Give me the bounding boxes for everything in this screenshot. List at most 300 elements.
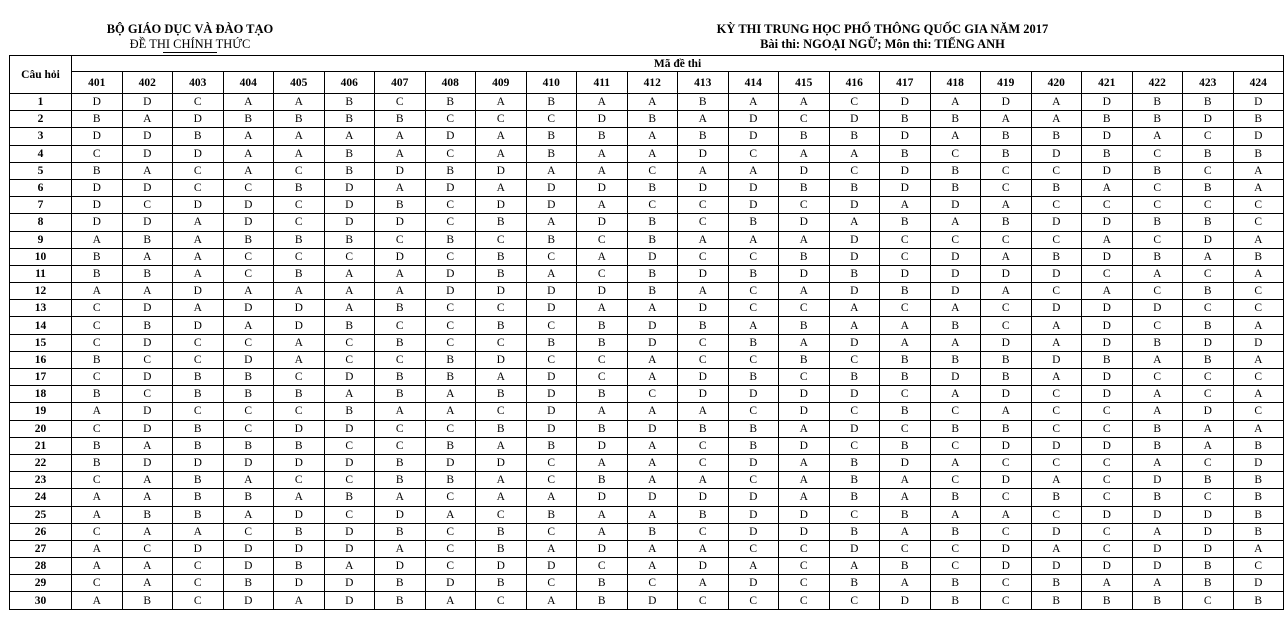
answer-cell: D (779, 523, 830, 540)
answer-cell: C (577, 231, 628, 248)
answer-cell: D (880, 162, 931, 179)
answer-cell: D (577, 111, 628, 128)
answer-cell: B (375, 472, 426, 489)
answer-cell: D (324, 369, 375, 386)
question-number: 6 (10, 179, 72, 196)
answer-cell: B (1132, 437, 1183, 454)
answer-cell: D (728, 111, 779, 128)
answer-cell: C (526, 523, 577, 540)
answer-cell: B (930, 179, 981, 196)
answer-cell: A (375, 283, 426, 300)
answer-cell: C (678, 197, 729, 214)
answer-cell: D (1082, 506, 1133, 523)
answer-cell: B (526, 128, 577, 145)
answer-cell: C (425, 111, 476, 128)
answer-cell: B (526, 506, 577, 523)
answer-cell: D (1183, 506, 1234, 523)
answer-cell: C (1031, 403, 1082, 420)
answer-cell: D (678, 369, 729, 386)
answer-cell: A (627, 454, 678, 471)
answer-cell: A (476, 94, 527, 111)
answer-cell: D (1082, 558, 1133, 575)
answer-cell: A (1031, 111, 1082, 128)
answer-cell: D (728, 128, 779, 145)
answer-cell: A (930, 386, 981, 403)
answer-cell: C (476, 111, 527, 128)
answer-cell: B (324, 317, 375, 334)
answer-cell: D (122, 128, 173, 145)
answer-cell: C (829, 437, 880, 454)
answer-cell: D (930, 265, 981, 282)
answer-cell: B (1183, 351, 1234, 368)
answer-cell: A (223, 128, 274, 145)
answer-cell: D (1031, 300, 1082, 317)
answer-cell: C (779, 369, 830, 386)
answer-cell: D (728, 575, 779, 592)
answer-cell: C (425, 214, 476, 231)
answer-cell: C (223, 420, 274, 437)
answer-cell: D (173, 145, 224, 162)
answer-cell: A (829, 145, 880, 162)
answer-cell: D (526, 197, 577, 214)
answer-cell: C (274, 403, 325, 420)
answer-cell: C (1233, 214, 1284, 231)
answer-cell: B (1031, 575, 1082, 592)
answer-cell: D (1082, 437, 1133, 454)
answer-cell: C (1031, 386, 1082, 403)
answer-cell: C (1183, 197, 1234, 214)
answer-cell: B (779, 248, 830, 265)
answer-cell: C (728, 145, 779, 162)
answer-cell: D (122, 179, 173, 196)
answer-cell: D (425, 575, 476, 592)
answer-cell: A (425, 403, 476, 420)
answer-cell: B (779, 351, 830, 368)
answer-cell: A (122, 472, 173, 489)
answer-cell: A (577, 197, 628, 214)
answer-cell: A (324, 265, 375, 282)
table-row (10, 420, 1284, 437)
answer-cell: B (1132, 592, 1183, 609)
answer-cell: C (880, 300, 931, 317)
answer-cell: C (981, 231, 1032, 248)
question-number: 20 (10, 420, 72, 437)
table-row (10, 454, 1284, 471)
answer-cell: A (627, 128, 678, 145)
answer-cell: C (1031, 283, 1082, 300)
answer-cell: D (577, 489, 628, 506)
answer-cell: C (425, 145, 476, 162)
exam-code-412: 412 (627, 72, 678, 94)
answer-cell: C (122, 386, 173, 403)
answer-cell: D (122, 334, 173, 351)
answer-cell: C (1132, 231, 1183, 248)
answer-cell: C (223, 334, 274, 351)
answer-cell: D (779, 214, 830, 231)
answer-cell: A (476, 128, 527, 145)
answer-cell: A (627, 506, 678, 523)
answer-cell: D (1082, 317, 1133, 334)
answer-cell: B (324, 489, 375, 506)
answer-cell: D (526, 403, 577, 420)
answer-cell: C (880, 231, 931, 248)
answer-cell: A (1132, 575, 1183, 592)
answer-cell: B (728, 214, 779, 231)
answer-cell: D (223, 300, 274, 317)
answer-cell: B (324, 162, 375, 179)
answer-cell: B (981, 128, 1032, 145)
answer-cell: B (425, 94, 476, 111)
answer-cell: D (981, 437, 1032, 454)
answer-cell: A (779, 94, 830, 111)
answer-cell: C (981, 300, 1032, 317)
answer-cell: C (274, 248, 325, 265)
answer-cell: C (981, 575, 1032, 592)
answer-cell: A (1031, 369, 1082, 386)
answer-cell: B (476, 265, 527, 282)
answer-cell: D (981, 94, 1032, 111)
answer-cell: B (1233, 523, 1284, 540)
answer-cell: D (1233, 128, 1284, 145)
answer-cell: A (678, 283, 729, 300)
answer-cell: B (627, 523, 678, 540)
answer-cell: B (577, 472, 628, 489)
answer-cell: B (375, 454, 426, 471)
answer-cell: C (981, 162, 1032, 179)
answer-cell: D (930, 248, 981, 265)
answer-cell: B (930, 162, 981, 179)
answer-cell: A (880, 489, 931, 506)
answer-cell: B (1183, 214, 1234, 231)
answer-cell: A (122, 489, 173, 506)
answer-cell: B (72, 351, 123, 368)
answer-cell: B (375, 300, 426, 317)
exam-code-header: Mã đề thi (72, 56, 1284, 72)
answer-cell: B (981, 214, 1032, 231)
answer-cell: C (526, 351, 577, 368)
answer-cell: D (829, 111, 880, 128)
answer-cell: C (678, 454, 729, 471)
answer-cell: C (1233, 369, 1284, 386)
answer-cell: B (1132, 248, 1183, 265)
answer-cell: B (1183, 145, 1234, 162)
answer-cell: A (678, 472, 729, 489)
answer-cell: D (627, 334, 678, 351)
answer-cell: A (678, 403, 729, 420)
exam-code-410: 410 (526, 72, 577, 94)
answer-cell: B (1132, 94, 1183, 111)
answer-cell: B (779, 128, 830, 145)
answer-cell: D (981, 558, 1032, 575)
answer-cell: D (678, 386, 729, 403)
answer-cell: A (1031, 94, 1082, 111)
answer-cell: B (1233, 145, 1284, 162)
answer-cell: B (173, 420, 224, 437)
answer-cell: C (678, 592, 729, 609)
question-number: 14 (10, 317, 72, 334)
answer-cell: B (122, 592, 173, 609)
exam-code-414: 414 (728, 72, 779, 94)
answer-cell: B (72, 111, 123, 128)
answer-cell: C (324, 437, 375, 454)
answer-cell: B (274, 231, 325, 248)
answer-cell: A (627, 540, 678, 557)
answer-cell: A (930, 454, 981, 471)
answer-cell: D (173, 454, 224, 471)
answer-cell: A (72, 540, 123, 557)
answer-cell: A (1233, 231, 1284, 248)
answer-cell: C (930, 540, 981, 557)
answer-cell: B (728, 369, 779, 386)
answer-cell: C (1132, 197, 1183, 214)
answer-cell: A (476, 145, 527, 162)
answer-cell: C (274, 162, 325, 179)
answer-cell: B (1233, 472, 1284, 489)
answer-cell: B (526, 437, 577, 454)
answer-cell: D (728, 489, 779, 506)
answer-cell: B (375, 523, 426, 540)
answer-cell: D (981, 265, 1032, 282)
answer-cell: A (627, 437, 678, 454)
answer-cell: B (930, 351, 981, 368)
answer-cell: B (526, 231, 577, 248)
answer-cell: B (728, 420, 779, 437)
answer-cell: C (1183, 592, 1234, 609)
answer-cell: A (324, 558, 375, 575)
answer-cell: B (829, 179, 880, 196)
answer-cell: A (627, 403, 678, 420)
answer-cell: D (1082, 386, 1133, 403)
answer-cell: A (1132, 454, 1183, 471)
answer-cell: A (627, 472, 678, 489)
exam-code-403: 403 (173, 72, 224, 94)
answer-cell: A (173, 300, 224, 317)
answer-cell: A (728, 231, 779, 248)
answer-cell: C (375, 94, 426, 111)
answer-cell: D (829, 540, 880, 557)
answer-cell: B (375, 197, 426, 214)
answer-cell: A (779, 231, 830, 248)
answer-cell: C (1082, 523, 1133, 540)
exam-code-413: 413 (678, 72, 729, 94)
answer-cell: A (1132, 386, 1183, 403)
table-row (10, 231, 1284, 248)
answer-cell: D (375, 506, 426, 523)
answer-cell: A (375, 403, 426, 420)
answer-cell: B (577, 575, 628, 592)
answer-cell: A (627, 351, 678, 368)
answer-cell: D (1183, 523, 1234, 540)
answer-cell: A (779, 283, 830, 300)
answer-cell: C (72, 472, 123, 489)
answer-cell: A (375, 540, 426, 557)
answer-cell: B (930, 420, 981, 437)
answer-cell: A (375, 489, 426, 506)
answer-cell: D (779, 265, 830, 282)
answer-cell: B (678, 128, 729, 145)
answer-cell: B (577, 334, 628, 351)
answer-cell: D (678, 179, 729, 196)
question-number: 3 (10, 128, 72, 145)
answer-cell: D (526, 369, 577, 386)
answer-cell: D (678, 300, 729, 317)
answer-cell: D (1233, 454, 1284, 471)
answer-cell: D (880, 265, 931, 282)
answer-cell: B (627, 283, 678, 300)
answer-cell: C (779, 592, 830, 609)
answer-cell: B (930, 111, 981, 128)
table-row (10, 145, 1284, 162)
answer-cell: B (72, 386, 123, 403)
question-number: 7 (10, 197, 72, 214)
answer-cell: C (425, 540, 476, 557)
answer-cell: A (375, 145, 426, 162)
answer-cell: C (173, 592, 224, 609)
answer-cell: D (476, 558, 527, 575)
answer-cell: A (1031, 334, 1082, 351)
answer-cell: C (981, 179, 1032, 196)
answer-cell: C (779, 558, 830, 575)
answer-cell: D (173, 283, 224, 300)
answer-cell: A (72, 558, 123, 575)
answer-cell: A (223, 506, 274, 523)
table-row (10, 437, 1284, 454)
answer-cell: D (1132, 540, 1183, 557)
answer-cell: B (627, 265, 678, 282)
answer-cell: D (1082, 369, 1133, 386)
answer-cell: B (476, 420, 527, 437)
answer-cell: D (779, 437, 830, 454)
answer-cell: B (880, 214, 931, 231)
exam-header (700, 22, 1065, 52)
answer-cell: C (375, 437, 426, 454)
answer-cell: C (324, 472, 375, 489)
answer-cell: D (627, 420, 678, 437)
answer-cell: C (829, 351, 880, 368)
table-row (10, 94, 1284, 111)
answer-cell: C (627, 386, 678, 403)
answer-cell: D (1132, 506, 1183, 523)
answer-cell: A (1183, 420, 1234, 437)
answer-cell: C (425, 489, 476, 506)
answer-cell: D (1082, 248, 1133, 265)
exam-code-405: 405 (274, 72, 325, 94)
answer-cell: B (880, 369, 931, 386)
answer-cell: A (72, 403, 123, 420)
answer-cell: C (728, 283, 779, 300)
answer-cell: C (1082, 489, 1133, 506)
answer-cell: B (981, 369, 1032, 386)
answer-cell: D (577, 437, 628, 454)
answer-cell: A (678, 540, 729, 557)
answer-cell: C (1183, 300, 1234, 317)
answer-cell: B (1183, 317, 1234, 334)
answer-cell: D (728, 506, 779, 523)
answer-cell: D (324, 540, 375, 557)
answer-cell: A (930, 506, 981, 523)
question-number: 23 (10, 472, 72, 489)
table-row (10, 386, 1284, 403)
exam-code-421: 421 (1082, 72, 1133, 94)
answer-cell: C (526, 111, 577, 128)
answer-cell: B (981, 351, 1032, 368)
answer-cell: B (173, 386, 224, 403)
answer-cell: D (122, 300, 173, 317)
answer-cell: D (1082, 128, 1133, 145)
answer-cell: C (1183, 162, 1234, 179)
answer-cell: D (678, 265, 729, 282)
exam-code-419: 419 (981, 72, 1032, 94)
table-row (10, 523, 1284, 540)
answer-cell: C (1183, 489, 1234, 506)
answer-cell: A (577, 145, 628, 162)
answer-cell: D (1183, 111, 1234, 128)
answer-cell: A (880, 575, 931, 592)
answer-cell: A (476, 489, 527, 506)
answer-cell: B (526, 145, 577, 162)
question-number: 29 (10, 575, 72, 592)
answer-cell: D (72, 179, 123, 196)
answer-cell: A (1031, 540, 1082, 557)
question-number: 4 (10, 145, 72, 162)
answer-cell: D (981, 472, 1032, 489)
answer-key-table (9, 55, 1284, 610)
answer-cell: D (981, 540, 1032, 557)
table-row (10, 351, 1284, 368)
answer-cell: D (577, 179, 628, 196)
answer-cell: A (324, 128, 375, 145)
answer-cell: A (577, 248, 628, 265)
answer-cell: B (880, 403, 931, 420)
answer-cell: C (981, 317, 1032, 334)
answer-cell: C (930, 231, 981, 248)
answer-cell: A (779, 420, 830, 437)
answer-cell: C (577, 351, 628, 368)
answer-cell: A (981, 403, 1032, 420)
answer-cell: C (1132, 317, 1183, 334)
answer-cell: C (274, 472, 325, 489)
answer-cell: C (122, 540, 173, 557)
answer-cell: D (779, 386, 830, 403)
question-number: 24 (10, 489, 72, 506)
answer-cell: B (375, 369, 426, 386)
answer-cell: D (122, 403, 173, 420)
answer-cell: A (1233, 179, 1284, 196)
answer-cell: B (223, 231, 274, 248)
answer-cell: A (1183, 248, 1234, 265)
answer-cell: C (223, 265, 274, 282)
answer-cell: A (274, 334, 325, 351)
answer-cell: B (375, 386, 426, 403)
answer-cell: A (981, 248, 1032, 265)
question-number: 8 (10, 214, 72, 231)
answer-cell: A (526, 214, 577, 231)
answer-cell: D (1183, 334, 1234, 351)
answer-cell: D (274, 506, 325, 523)
answer-cell: D (476, 351, 527, 368)
answer-cell: C (173, 94, 224, 111)
exam-title: KỲ THI TRUNG HỌC PHỔ THÔNG QUỐC GIA NĂM 2017 (716, 22, 1049, 36)
answer-cell: D (728, 197, 779, 214)
answer-cell: C (1031, 454, 1082, 471)
answer-cell: B (173, 472, 224, 489)
answer-cell: B (1082, 351, 1133, 368)
answer-cell: D (728, 454, 779, 471)
answer-cell: A (223, 472, 274, 489)
answer-cell: C (72, 300, 123, 317)
table-row (10, 506, 1284, 523)
exam-code-407: 407 (375, 72, 426, 94)
